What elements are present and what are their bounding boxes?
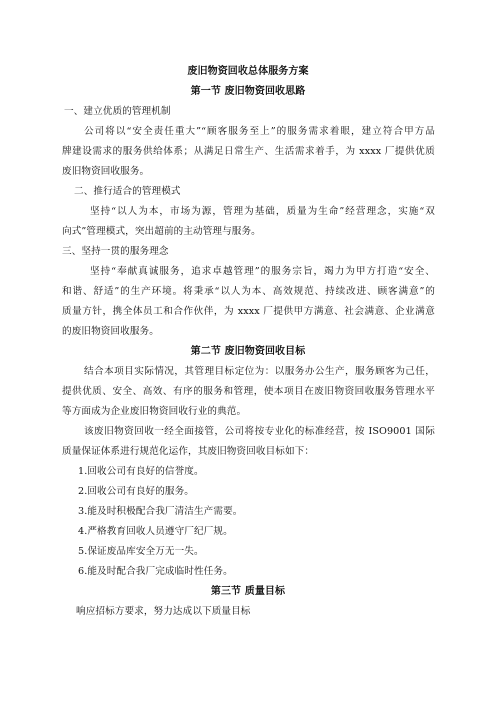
section-1-heading: 第一节 废旧物资回收思路 [190, 86, 306, 97]
paragraph-line: 废旧物资回收服务。 [62, 166, 150, 177]
subheading-3: 三、坚持一贯的服务理念 [62, 246, 169, 257]
list-item: 4.严格教育回收人员遵守厂纪厂规。 [78, 526, 233, 537]
list-item: 6.能及时配合我厂完成临时性任务。 [78, 566, 233, 577]
paragraph-line: 的废旧物资回收服务。 [62, 326, 159, 337]
paragraph-line: 该废旧物资回收一经全面接管，公司将按专业化的标准经营，按 ISO9001 国际 [84, 426, 435, 437]
paragraph-line: 牌建设需求的服务供给体系；从满足日常生产、生活需求着手，为 xxxx 厂提供优质 [62, 146, 435, 157]
list-item: 1.回收公司有良好的信誉度。 [78, 466, 204, 477]
section-3-heading: 第三节 质量目标 [210, 586, 286, 597]
paragraph-line: 公司将以“安全责任重大”“顾客服务至上”的服务需求着眼，建立符合甲方品 [84, 126, 435, 137]
section-2-heading: 第二节 废旧物资回收目标 [190, 346, 306, 357]
subheading-1: 一、建立优质的管理机制 [64, 106, 171, 117]
paragraph-line: 结合本项目实际情况，其管理目标定位为：以服务办公生产，服务顾客为己任， [84, 366, 435, 377]
list-item: 5.保证废品库安全万无一失。 [78, 546, 204, 557]
paragraph-line: 和谐、舒适”的生产环境。将秉承“以人为本、高效规范、持续改进、顾客满意”的 [62, 286, 435, 297]
paragraph-line: 坚持“以人为本，市场为源，管理为基础，质量为生命”经营理念，实施“双 [90, 206, 435, 217]
document-title: 废旧物资回收总体服务方案 [187, 66, 309, 77]
paragraph-line: 响应招标方要求，努力达成以下质量目标 [76, 606, 251, 617]
paragraph-line: 质量方针，携全体员工和合作伙伴，为 xxxx 厂提供甲方满意、社会满意、企业满意 [62, 306, 435, 317]
paragraph-line: 坚持“奉献真诚服务，追求卓越管理”的服务宗旨，竭力为甲方打造“安全、 [90, 266, 435, 277]
paragraph-line: 提供优质、安全、高效、有序的服务和管理，使本项目在废旧物资回收服务管理水平 [62, 386, 435, 397]
paragraph-line: 等方面成为企业废旧物资回收行业的典范。 [62, 406, 247, 417]
list-item: 3.能及时积极配合我厂清洁生产需要。 [78, 506, 243, 517]
subheading-2: 二、推行适合的管理模式 [74, 186, 181, 197]
paragraph-line: 向式”管理模式，突出超前的主动管理与服务。 [62, 226, 261, 237]
list-item: 2.回收公司有良好的服务。 [78, 486, 194, 497]
paragraph-line: 质量保证体系进行规范化运作，其废旧物资回收目标如下： [62, 446, 315, 457]
